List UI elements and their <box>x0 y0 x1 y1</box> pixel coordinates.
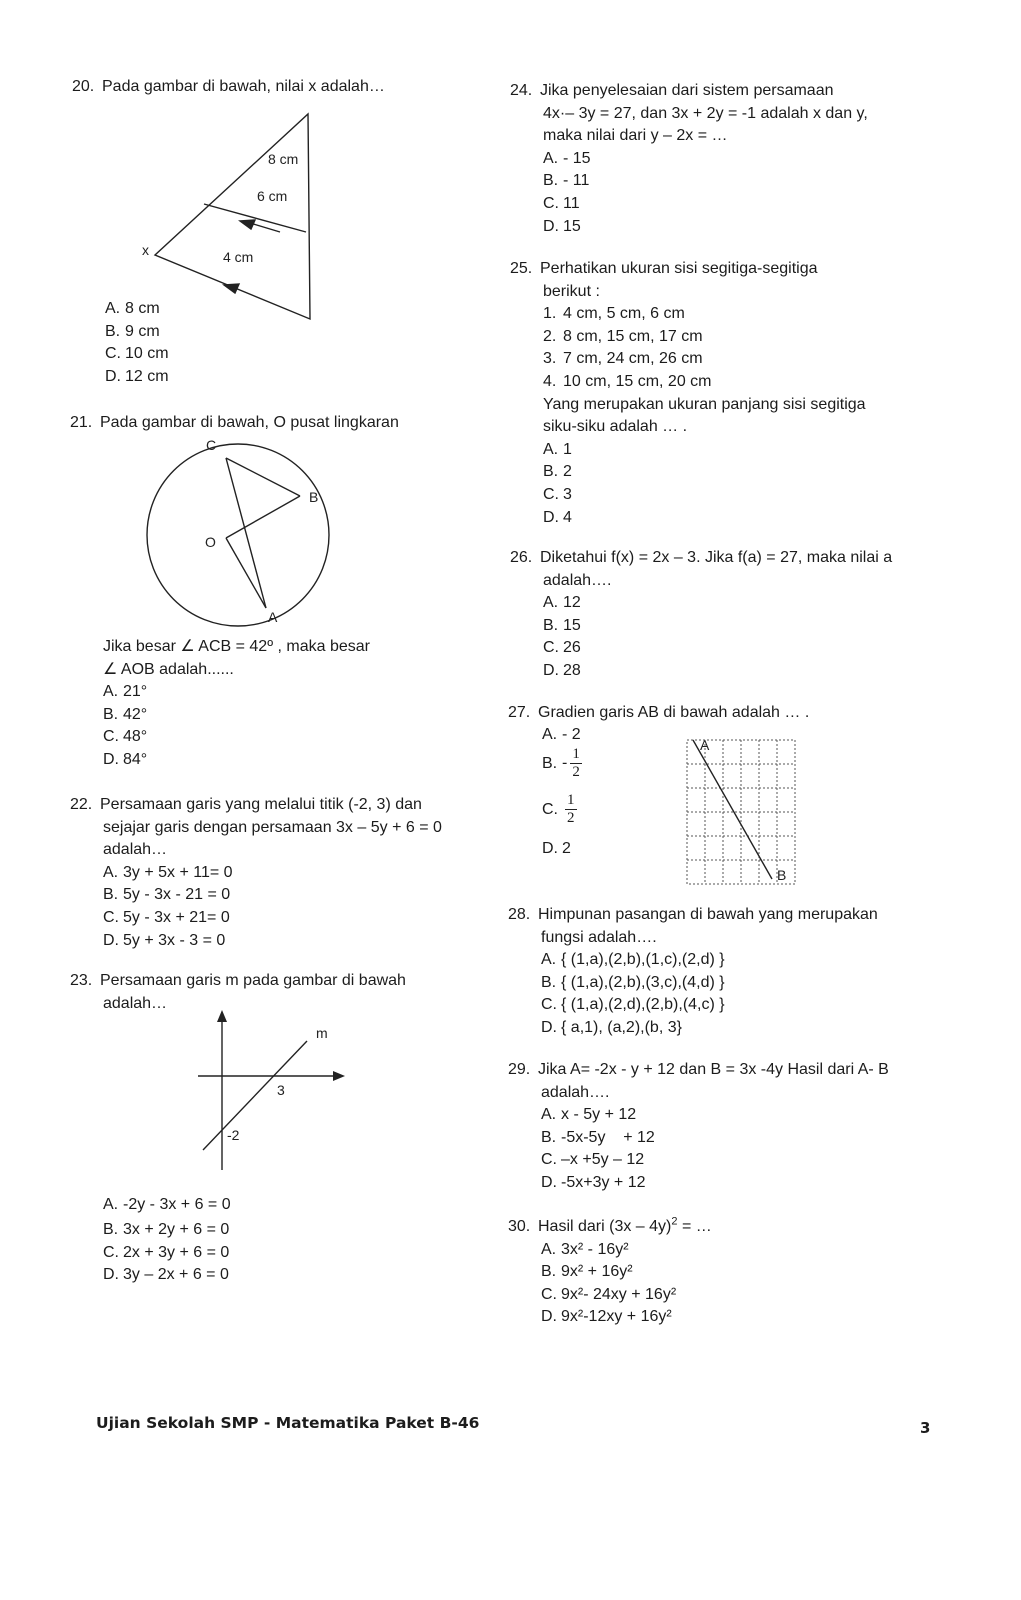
item-text: 10 cm, 15 cm, 20 cm <box>563 372 712 390</box>
option-c[interactable] <box>541 1284 898 1307</box>
question-number: 22. <box>70 796 93 813</box>
option-b[interactable] <box>541 1127 898 1150</box>
option-b[interactable] <box>103 704 370 727</box>
option-text: 3x² - 16y² <box>561 1240 629 1258</box>
question-text: = … <box>677 1218 712 1235</box>
option-label: A. <box>543 149 559 167</box>
question-21-options <box>70 681 370 771</box>
option-b[interactable] <box>543 170 898 193</box>
option-c[interactable] <box>105 343 372 366</box>
question-text: Jika penyelesaian dari sistem persamaan <box>540 82 834 99</box>
option-a[interactable] <box>543 439 898 462</box>
option-label: C. <box>543 639 559 657</box>
question-number: 26. <box>510 549 533 566</box>
question-text: Persamaan garis m pada gambar di bawah <box>100 972 406 989</box>
option-label: C. <box>103 728 119 746</box>
label-a: A <box>268 609 278 625</box>
arrow-head-icon <box>240 220 255 229</box>
item-label: 1. <box>543 305 557 323</box>
option-label: D. <box>541 1173 557 1191</box>
question-text: fungsi adalah…. <box>541 928 657 946</box>
question-23-options <box>70 1194 370 1287</box>
question-text: adalah…. <box>543 571 612 589</box>
option-label: A. <box>103 1196 119 1213</box>
option-c[interactable] <box>103 907 455 930</box>
option-b[interactable] <box>543 461 898 484</box>
question-number: 23. <box>70 972 93 989</box>
question-27-options <box>509 724 659 861</box>
option-text: x - 5y + 12 <box>561 1106 637 1124</box>
option-label: B. <box>542 754 558 772</box>
question-text: Perhatikan ukuran sisi segitiga-segitiga <box>540 260 818 277</box>
option-d[interactable] <box>543 216 898 239</box>
option-label: B. <box>541 973 557 991</box>
option-b[interactable] <box>103 1219 370 1242</box>
label-m: m <box>316 1025 328 1041</box>
question-text: Pada gambar di bawah, nilai x adalah… <box>102 78 385 95</box>
option-d[interactable] <box>103 749 370 772</box>
label-neg2: -2 <box>227 1127 240 1143</box>
option-label: D. <box>543 661 559 679</box>
arrow-right-icon <box>333 1071 345 1081</box>
option-label: D. <box>103 1266 119 1284</box>
option-text: 5y - 3x - 21 = 0 <box>123 886 231 904</box>
option-label: A. <box>105 300 121 317</box>
option-label: A. <box>543 440 559 458</box>
question-text: Persamaan garis yang melalui titik (-2, 3) dan <box>100 796 422 813</box>
label-x: x <box>142 242 149 258</box>
question-number: 28. <box>508 906 531 923</box>
item-text: 8 cm, 15 cm, 17 cm <box>563 327 703 345</box>
option-text: 21° <box>123 683 148 700</box>
option-a[interactable] <box>541 1239 898 1262</box>
option-label: B. <box>103 705 119 723</box>
question-text: Pada gambar di bawah, O pusat lingkaran <box>100 414 399 431</box>
question-text: adalah…. <box>541 1083 610 1101</box>
label-8cm: 8 cm <box>268 151 299 167</box>
option-text: - 2 <box>562 726 581 743</box>
arrow-head-icon <box>224 284 239 293</box>
option-text: - 11 <box>563 172 590 190</box>
option-text: 3x + 2y + 6 = 0 <box>123 1221 230 1238</box>
option-c[interactable] <box>103 726 370 749</box>
question-text: sejajar garis dengan persamaan 3x – 5y + 6 = 0 <box>103 818 442 836</box>
question-27 <box>508 702 898 725</box>
option-text: { (1,a),(2,d),(2,b),(4,c) } <box>561 996 725 1014</box>
option-text: 2 <box>563 463 572 481</box>
option-b[interactable] <box>103 884 455 907</box>
option-label: D. <box>543 217 559 235</box>
option-d[interactable] <box>541 1306 898 1329</box>
label-o: O <box>205 534 216 550</box>
option-text: 42° <box>123 705 148 723</box>
denominator: 2 <box>572 764 580 780</box>
option-label: A. <box>541 951 557 969</box>
arrow-up-icon <box>217 1010 227 1022</box>
option-c[interactable] <box>543 193 898 216</box>
circle-figure <box>140 434 340 634</box>
page-number: 3 <box>920 1419 931 1437</box>
option-label: A. <box>103 863 119 881</box>
list-item <box>543 303 898 326</box>
question-text: Diketahui f(x) = 2x – 3. Jika f(a) = 27, maka nilai a <box>540 549 893 566</box>
item-text: 7 cm, 24 cm, 26 cm <box>563 350 703 368</box>
option-label: A. <box>541 1240 557 1258</box>
option-a[interactable] <box>543 592 898 615</box>
option-text: { (1,a),(2,b),(3,c),(4,d) } <box>561 973 725 991</box>
question-20 <box>72 76 472 99</box>
option-text: 2 <box>562 840 571 857</box>
option-label: D. <box>103 931 119 949</box>
option-a[interactable] <box>541 949 898 972</box>
question-number: 29. <box>508 1061 531 1078</box>
question-number: 25. <box>510 260 533 277</box>
option-c[interactable] <box>541 994 898 1017</box>
question-28 <box>508 904 898 1040</box>
option-text: -5x-5y + 12 <box>561 1128 655 1146</box>
question-text: 4x·– 3y = 27, dan 3x + 2y = -1 adalah x dan y, <box>543 104 868 122</box>
grid-figure <box>686 738 798 888</box>
option-text: 5y + 3x - 3 = 0 <box>123 931 226 949</box>
question-number: 30. <box>508 1218 531 1235</box>
item-text: 4 cm, 5 cm, 6 cm <box>563 305 685 323</box>
label-b: B <box>777 867 787 883</box>
question-text: maka nilai dari y – 2x = … <box>543 127 728 145</box>
option-label: D. <box>541 1018 557 1036</box>
question-number: 21. <box>70 414 93 431</box>
denominator: 2 <box>567 810 575 826</box>
option-b[interactable] <box>542 746 659 792</box>
option-label: B. <box>543 463 559 481</box>
list-item <box>543 326 898 349</box>
fraction <box>565 792 577 827</box>
option-c[interactable] <box>543 637 898 660</box>
option-label: D. <box>542 840 558 857</box>
option-label: C. <box>103 908 119 926</box>
fraction <box>570 746 582 781</box>
item-label: 2. <box>543 327 557 345</box>
question-number: 27. <box>508 704 531 721</box>
label-6cm: 6 cm <box>257 188 288 204</box>
option-label: B. <box>541 1128 557 1146</box>
option-c[interactable] <box>103 1242 370 1265</box>
option-text: 3y + 5x + 11= 0 <box>123 863 233 881</box>
option-b[interactable] <box>543 615 898 638</box>
option-text: 26 <box>563 639 581 657</box>
option-d[interactable] <box>105 366 372 389</box>
option-text: 9x²- 24xy + 16y² <box>561 1285 677 1303</box>
option-label: B. <box>103 886 119 904</box>
option-text: -2y - 3x + 6 = 0 <box>123 1196 231 1213</box>
option-text: 5y - 3x + 21= 0 <box>123 908 230 926</box>
line-graph-figure <box>195 1008 350 1180</box>
question-21-text2 <box>103 636 463 681</box>
option-d[interactable] <box>542 838 659 861</box>
list-item <box>543 348 898 371</box>
option-label: C. <box>543 485 559 503</box>
option-label: A. <box>542 726 558 743</box>
question-text: adalah… <box>103 841 168 859</box>
triangle-figure <box>140 112 330 327</box>
question-30 <box>508 1216 898 1329</box>
option-label: B. <box>543 172 559 190</box>
label-c: C <box>206 437 217 453</box>
option-label: D. <box>543 508 559 526</box>
item-label: 4. <box>543 372 557 390</box>
item-label: 3. <box>543 350 557 368</box>
option-text: 15 <box>563 616 581 634</box>
option-text: { (1,a),(2,b),(1,c),(2,d) } <box>561 951 725 969</box>
question-21 <box>70 412 470 435</box>
question-26 <box>510 547 898 683</box>
option-text: 10 cm <box>125 345 169 363</box>
question-text: Gradien garis AB di bawah adalah … . <box>538 704 810 721</box>
exponent: 2 <box>671 1215 678 1228</box>
option-d[interactable] <box>541 1017 898 1040</box>
question-number: 24. <box>510 82 533 99</box>
option-label: C. <box>541 1285 557 1303</box>
option-text: 28 <box>563 661 581 679</box>
option-label: A. <box>543 594 559 612</box>
option-text: 48° <box>123 728 148 746</box>
footer-title: Ujian Sekolah SMP - Matematika Paket B-46 <box>96 1414 480 1432</box>
option-text: 1 <box>563 440 572 458</box>
option-text: –x +5y – 12 <box>561 1151 645 1169</box>
option-c[interactable] <box>543 484 898 507</box>
question-number: 20. <box>72 78 95 95</box>
option-text: 15 <box>563 217 581 235</box>
question-text: siku-siku adalah … . <box>543 418 688 436</box>
option-label: A. <box>541 1106 557 1124</box>
option-text: 2x + 3y + 6 = 0 <box>123 1243 230 1261</box>
option-a[interactable] <box>103 862 455 885</box>
option-b[interactable] <box>541 1261 898 1284</box>
line-m <box>203 1041 307 1150</box>
question-24 <box>510 80 898 238</box>
option-text: 9 cm <box>125 322 160 340</box>
option-text: 8 cm <box>125 300 160 317</box>
option-d[interactable] <box>103 1264 370 1287</box>
option-label: B. <box>541 1263 557 1281</box>
question-text: adalah… <box>103 994 168 1012</box>
numerator: 1 <box>567 792 575 808</box>
list-item <box>543 371 898 394</box>
question-25 <box>510 258 898 529</box>
option-label: A. <box>103 683 119 700</box>
option-label: B. <box>105 322 121 340</box>
label-a: A <box>700 738 710 753</box>
triangle-sides-list <box>510 303 898 393</box>
option-a[interactable] <box>105 298 372 321</box>
question-text: Jika A= -2x - y + 12 dan B = 3x -4y Hasil dari A- B <box>538 1061 889 1078</box>
numerator: 1 <box>572 746 580 762</box>
option-text: 11 <box>563 194 580 212</box>
option-b[interactable] <box>541 972 898 995</box>
question-text: berikut : <box>543 282 600 300</box>
label-b: B <box>309 489 319 505</box>
option-text: 12 <box>563 594 581 612</box>
option-b[interactable] <box>105 321 372 344</box>
option-text: - 15 <box>563 149 591 167</box>
question-20-options <box>72 298 372 388</box>
question-20-stem <box>72 76 472 99</box>
option-a[interactable] <box>543 148 898 171</box>
option-text: 4 <box>563 508 572 526</box>
option-c[interactable] <box>541 1149 898 1172</box>
option-label: C. <box>542 800 558 818</box>
option-sign: - <box>562 754 568 772</box>
option-c[interactable] <box>542 792 659 838</box>
label-3: 3 <box>277 1082 285 1098</box>
question-text: Jika besar ∠ ACB = 42º , maka besar <box>103 638 370 655</box>
option-label: D. <box>105 367 121 385</box>
option-a[interactable] <box>103 1194 370 1219</box>
question-text: Himpunan pasangan di bawah yang merupakan <box>538 906 878 923</box>
option-label: C. <box>105 345 121 363</box>
label-4cm: 4 cm <box>223 249 254 265</box>
option-text: 9x² + 16y² <box>561 1263 633 1281</box>
option-a[interactable] <box>103 681 370 704</box>
option-text: -5x+3y + 12 <box>561 1173 646 1191</box>
option-label: D. <box>541 1308 557 1326</box>
option-text: 3 <box>563 485 572 503</box>
option-text: 3y – 2x + 6 = 0 <box>123 1266 229 1284</box>
option-label: B. <box>543 616 559 634</box>
question-22 <box>70 794 455 952</box>
question-29 <box>508 1059 898 1195</box>
option-d[interactable] <box>543 507 898 530</box>
option-text: 84° <box>123 750 148 768</box>
option-label: C. <box>541 1151 557 1169</box>
option-label: C. <box>103 1243 119 1261</box>
option-label: C. <box>541 996 557 1014</box>
option-a[interactable] <box>541 1104 898 1127</box>
question-text: Yang merupakan ukuran panjang sisi segitiga <box>543 395 866 413</box>
option-text: 9x²-12xy + 16y² <box>561 1308 672 1326</box>
option-label: C. <box>543 194 559 212</box>
option-text: 12 cm <box>125 367 169 385</box>
option-a[interactable] <box>542 724 659 746</box>
option-text: { a,1), (a,2),(b, 3} <box>561 1018 682 1036</box>
option-d[interactable] <box>543 660 898 683</box>
option-d[interactable] <box>541 1172 898 1195</box>
option-label: D. <box>103 750 119 768</box>
question-text: Hasil dari (3x – 4y) <box>538 1218 672 1235</box>
option-label: B. <box>103 1221 119 1238</box>
question-text: ∠ AOB adalah...... <box>103 660 234 678</box>
option-d[interactable] <box>103 930 455 953</box>
